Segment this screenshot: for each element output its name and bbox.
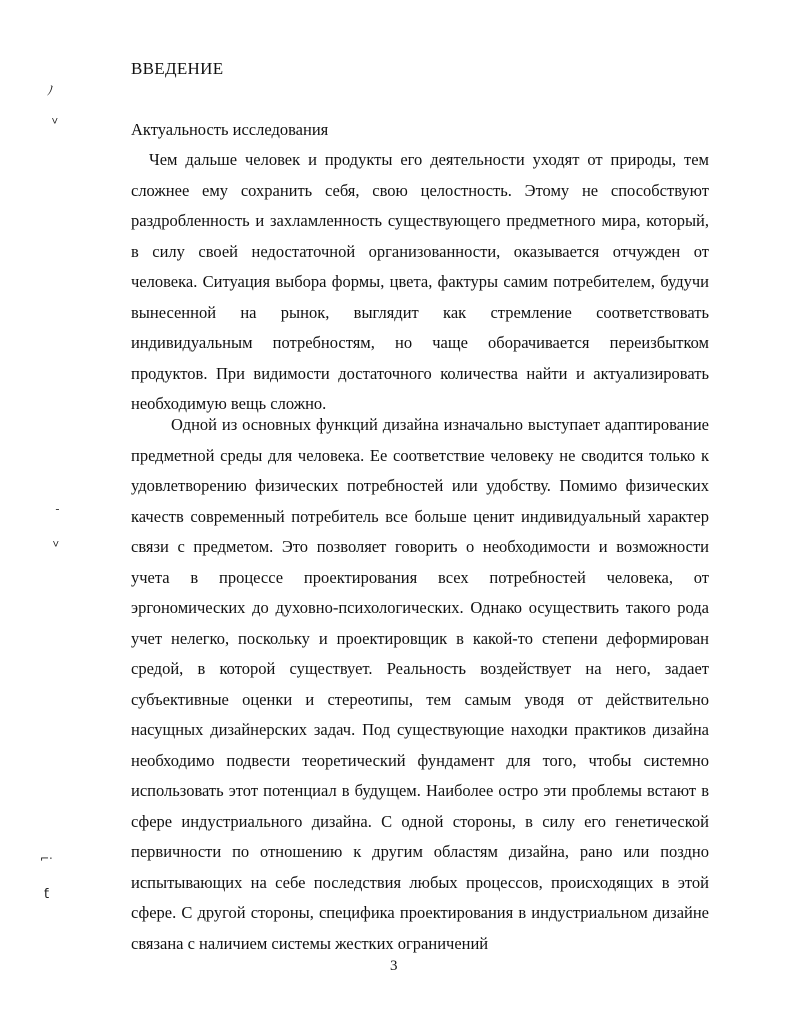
scan-mark-3: ╴ (56, 505, 63, 516)
scan-mark-6: ƭ (44, 887, 50, 902)
paragraph: Чем дальше человек и продукты его деятельности уходят от природы, тем сложнее ему сохранить себя, свою целостность. Этому не способствуют раздробленность и захламленность существующего предметного мира, который, в силу своей недостаточной организованности, оказывается отчужден от человека. Ситуация выбора формы, цвета, фактуры самим потребителем, будучи вынесенной на рынок, выглядит как стремление соответствовать индивидуальным потребностям, но чаще оборачивается переизбытком продуктов. При видимости достаточного количества найти и актуализировать необходимую вещь сложно. (131, 150, 709, 413)
paragraph: Одной из основных функций дизайна изначально выступает адаптирование предметной среды для человека. Ее соответствие человеку не сводится только к удовлетворению физических потребностей или удобству. Помимо физических качеств современный потребитель все больше ценит индивидуальный характер связи с предметом. Это позволяет говорить о необходимости и возможности учета в процессе проектирования всех потребностей человека, от эргономических до духовно-психологических. Однако осуществить такого рода учет нелегко, поскольку и проектировщик в какой-то степени деформирован средой, в которой существует. Реальность воздействует на него, задает субъективные оценки и стереотипы, тем самым уводя от действительно насущных дизайнерских задач. Под существующие находки практиков дизайна необходимо подвести теоретический фундамент для того, чтобы системно использовать этот потенциал в будущем. Наиболее остро эти проблемы встают в сфере индустриального дизайна. С одной стороны, в силу его генетической первичности по отношению к другим областям дизайна, рано или поздно испытывающих на себе последствия любых процессов, происходящих в этой сфере. С другой стороны, специфика проектирования в индустриальном дизайне связана с наличием системы жестких ограничений (131, 415, 709, 953)
scan-mark-2: ⱽ (52, 117, 58, 132)
scan-mark-4: ⱽ (53, 540, 59, 555)
subsection-heading: Актуальность исследования (131, 120, 329, 139)
section-heading: ВВЕДЕНИЕ (131, 59, 224, 78)
scan-mark-5: ⌐⋅ (40, 852, 53, 865)
scan-mark-1: ﾉ (47, 84, 54, 99)
page-number: 3 (390, 958, 398, 974)
